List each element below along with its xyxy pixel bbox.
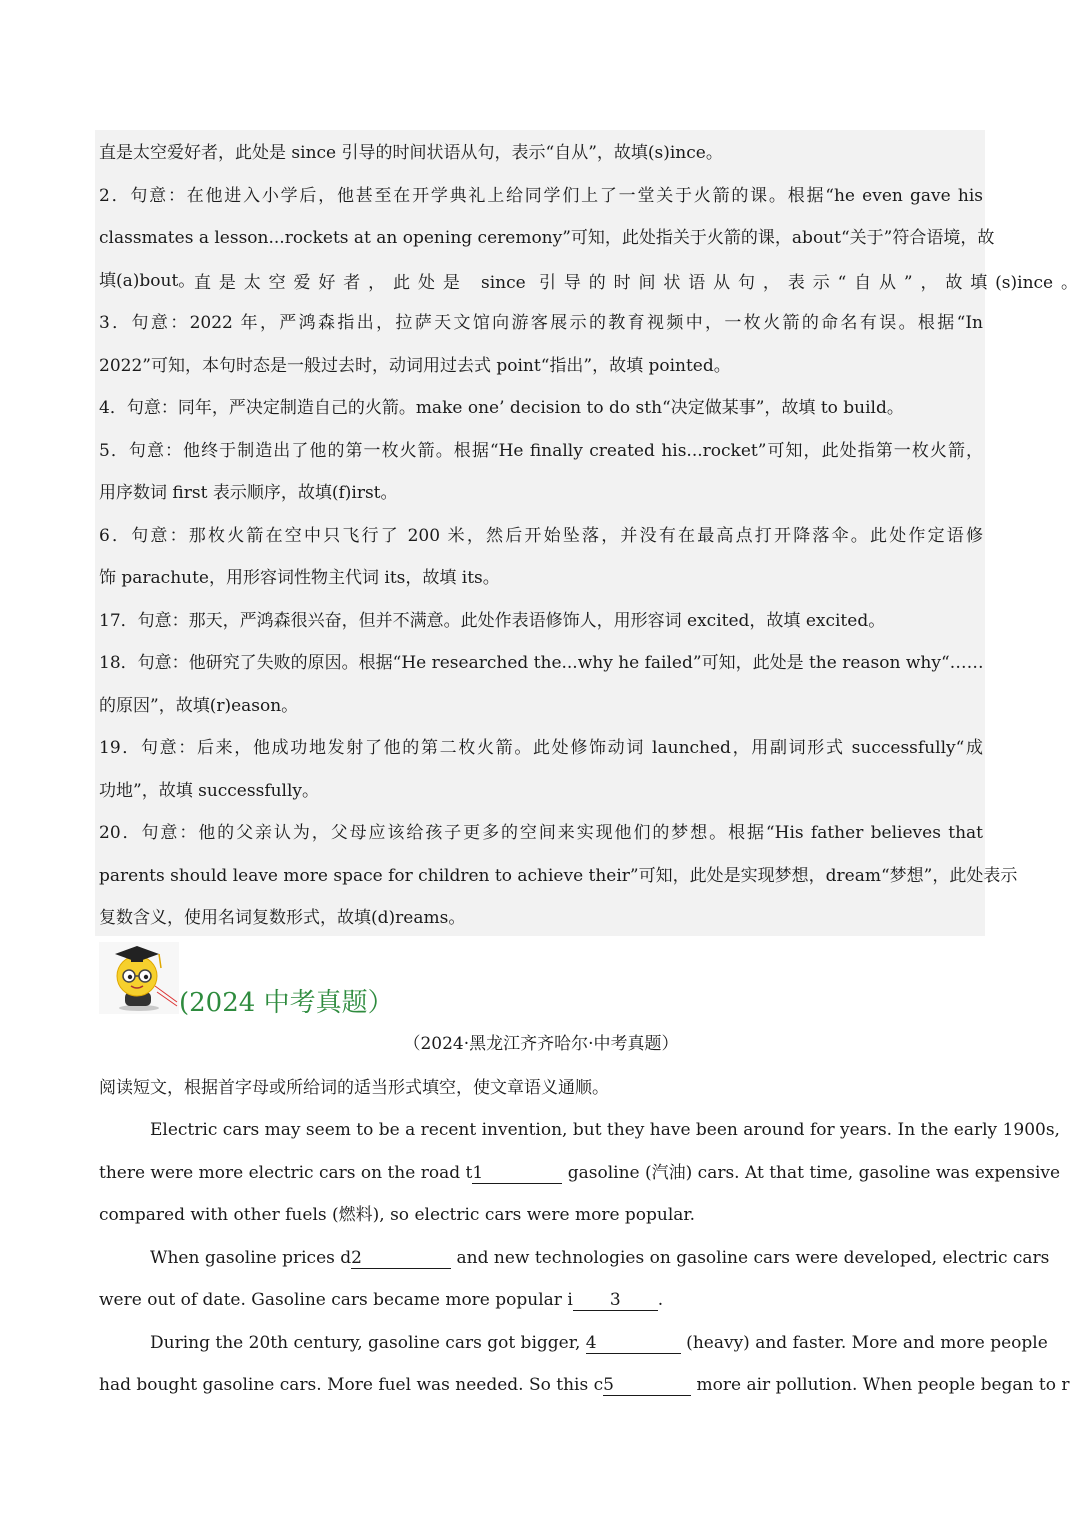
mascot-icon: [99, 942, 179, 1014]
explanation-line: 19．句意：后来，他成功地发射了他的第二枚火箭。此处修饰动词 launched，用副词形式 successfully“成: [99, 738, 983, 758]
passage-text: and new technologies on gasoline cars were developed, electric cars: [451, 1248, 1050, 1268]
explanation-line: 5．句意：他终于制造出了他的第一枚火箭。根据“He finally created his...rocket”可知，此处指第一枚火箭，: [99, 441, 983, 461]
passage-text: there were more electric cars on the road t: [99, 1163, 473, 1183]
explanation-line: 直是太空爱好者，此处是 since 引导的时间状语从句，表示“自从”，故填(s)ince。: [99, 143, 723, 163]
explanation-line: 6．句意：那枚火箭在空中只飞行了 200 米，然后开始坠落，并没有在最高点打开降落伞。此处作定语修: [99, 526, 983, 546]
explanation-line: 17．句意：那天，严鸿森很兴奋，但并不满意。此处作表语修饰人，用形容词 excited，故填 excited。: [99, 611, 886, 631]
explanation-line: classmates a lesson...rockets at an opening ceremony”可知，此处指关于火箭的课，about“关于”符合语境，故: [99, 228, 995, 248]
explanation-line: 20．句意：他的父亲认为，父母应该给孩子更多的空间来实现他们的梦想。根据“His father believes that: [99, 823, 983, 843]
passage-line: [99, 1246, 1050, 1270]
explanation-line: 直是太空爱好者，此处是 since 引导的时间状语从句，表示“自从”，故填(s)ince。: [194, 273, 1078, 293]
blank-5[interactable]: 5: [603, 1375, 691, 1396]
blank-1[interactable]: 1: [472, 1163, 562, 1184]
blank-4[interactable]: 4: [586, 1333, 681, 1354]
passage-line: [99, 1288, 983, 1312]
question-source: （2024·黑龙江齐齐哈尔·中考真题）: [403, 1034, 679, 1054]
passage-line: [99, 1331, 1048, 1355]
explanation-line: 的原因”，故填(r)eason。: [99, 696, 299, 716]
explanation-line: 功地”，故填 successfully。: [99, 781, 320, 801]
explanation-line: 3．句意：2022 年，严鸿森指出，拉萨天文馆向游客展示的教育视频中，一枚火箭的命名有误。根据“In: [99, 313, 983, 333]
passage-text: During the 20th century, gasoline cars got bigger,: [150, 1333, 586, 1353]
explanation-line: 饰 parachute，用形容词性物主代词 its，故填 its。: [99, 568, 500, 588]
blank-3[interactable]: 3: [573, 1290, 658, 1311]
explanation-line: 18．句意：他研究了失败的原因。根据“He researched the...why he failed”可知，此处是 the reason why“……: [99, 653, 984, 673]
passage-text: were out of date. Gasoline cars became more popular i: [99, 1290, 573, 1310]
section-title: (2024 中考真题）: [179, 988, 394, 1018]
explanation-line: 2．句意：在他进入小学后，他甚至在开学典礼上给同学们上了一堂关于火箭的课。根据“he even gave his: [99, 186, 983, 206]
passage-line: Electric cars may seem to be a recent invention, but they have been around for years. In the early 1900s,: [150, 1120, 1060, 1140]
explanation-line: 用序数词 first 表示顺序，故填(f)irst。: [99, 483, 398, 503]
passage-line: [99, 1161, 1061, 1185]
passage-line: [99, 1373, 1070, 1397]
instruction: 阅读短文，根据首字母或所给词的适当形式填空，使文章语义通顺。: [99, 1078, 609, 1098]
explanation-line: 复数含义，使用名词复数形式，故填(d)reams。: [99, 908, 466, 928]
passage-text: gasoline (汽油) cars. At that time, gasoline was expensive: [562, 1163, 1061, 1183]
explanation-line: parents should leave more space for children to achieve their”可知，此处是实现梦想，dream“梦想”，此处表示: [99, 866, 1018, 886]
passage-text: more air pollution. When people began to r: [691, 1375, 1070, 1395]
explanation-line: 填(a)bout。: [99, 271, 196, 291]
passage-text: When gasoline prices d: [150, 1248, 352, 1268]
blank-2[interactable]: 2: [351, 1248, 451, 1269]
explanation-line: 4．句意：同年，严决定制造自己的火箭。make one’ decision to do sth“决定做某事”，故填 to build。: [99, 398, 904, 418]
passage-text: had bought gasoline cars. More fuel was needed. So this c: [99, 1375, 604, 1395]
passage-text: (heavy) and faster. More and more people: [680, 1333, 1048, 1353]
explanation-line: 2022”可知，本句时态是一般过去时，动词用过去式 point“指出”，故填 pointed。: [99, 356, 731, 376]
passage-line: compared with other fuels (燃料), so electric cars were more popular.: [99, 1205, 696, 1225]
passage-text: .: [657, 1290, 664, 1310]
